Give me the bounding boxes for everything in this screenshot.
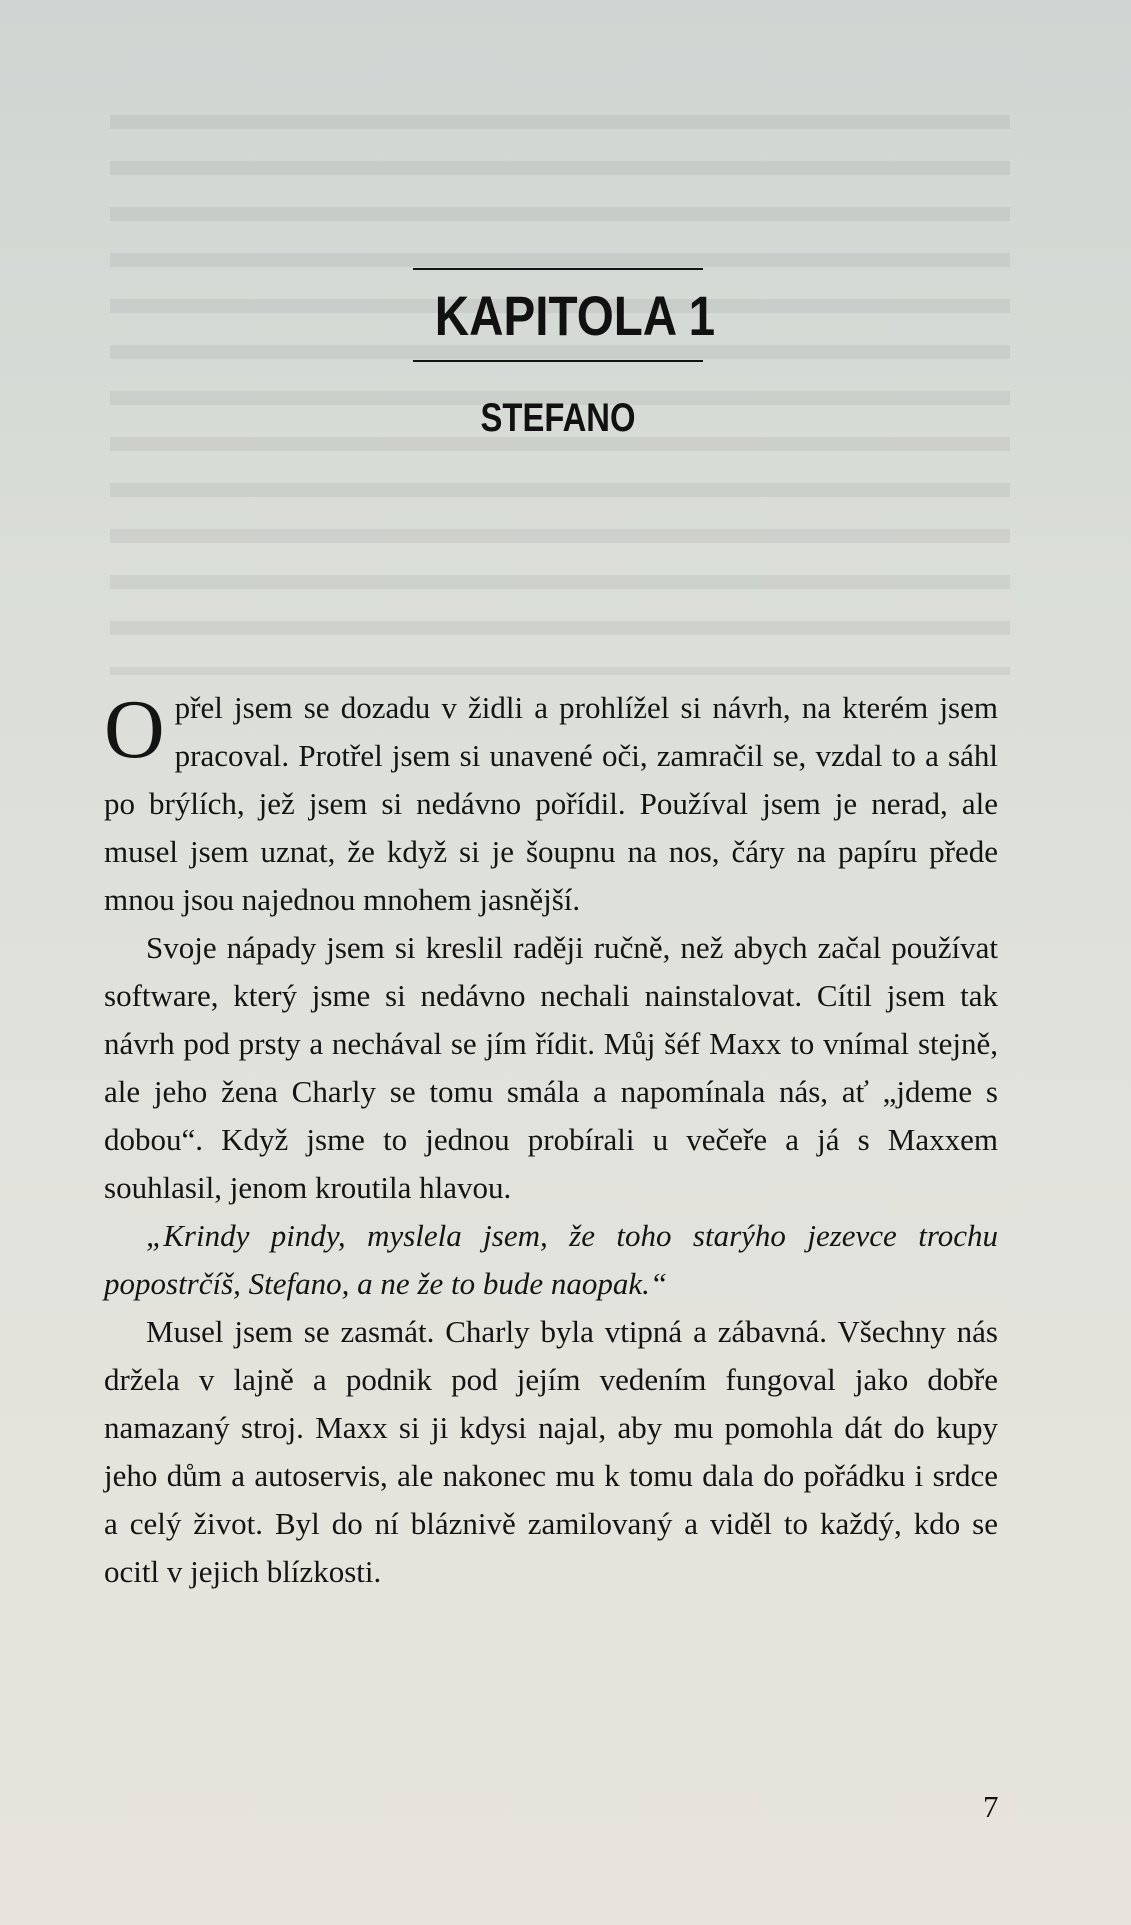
drop-cap: O bbox=[104, 683, 165, 776]
chapter-title: KAPITOLA 1 bbox=[434, 284, 716, 347]
chapter-body bbox=[104, 684, 998, 1596]
page-number: 7 bbox=[983, 1789, 999, 1824]
paragraph-2: Svoje nápady jsem si kreslil raději ručně, než abych začal používat software, který jsme si nedávno nechali nainstalovat. Cítil jsem tak návrh pod prsty a nechával se jím řídit. Můj šéf Maxx to vnímal stejně, ale jeho žena Charly se tomu smála a napomínala nás, ať „jdeme s dobou“. Když jsme to jednou probírali u večeře a já s Maxxem souhlasil, jenom kroutila hlavou. bbox=[104, 930, 998, 1205]
paragraph-1-text: přel jsem se dozadu v židli a prohlížel si návrh, na kterém jsem pracoval. Protřel jsem si unavené oči, zamračil se, vzdal to a sáhl po brýlích, jež jsem si nedávno pořídil. Používal jsem je nerad, ale musel jsem uznat, že když si je šoupnu na nos, čáry na papíru přede mnou jsou najednou mnohem jasnější. bbox=[104, 690, 998, 917]
top-rule bbox=[413, 268, 703, 270]
chapter-heading bbox=[413, 268, 716, 440]
chapter-subtitle: STEFANO bbox=[480, 396, 636, 440]
paragraph-4: Musel jsem se zasmát. Charly byla vtipná a zábavná. Všechny nás držela v lajně a podnik pod jejím vedením fungoval jako dobře namazaný stroj. Maxx si ji kdysi najal, aby mu pomohla dát do kupy jeho dům a autoservis, ale nakonec mu k tomu dala do pořádku i srdce a celý život. Byl do ní bláznivě zamilovaný a viděl to každý, kdo se ocitl v jejich blízkosti. bbox=[104, 1314, 998, 1589]
paragraph-1 bbox=[104, 684, 998, 924]
bottom-rule bbox=[413, 360, 703, 362]
paragraph-3-quote: „Krindy pindy, myslela jsem, že toho starýho jezevce trochu popostrčíš, Stefano, a ne že to bude naopak.“ bbox=[104, 1218, 998, 1301]
